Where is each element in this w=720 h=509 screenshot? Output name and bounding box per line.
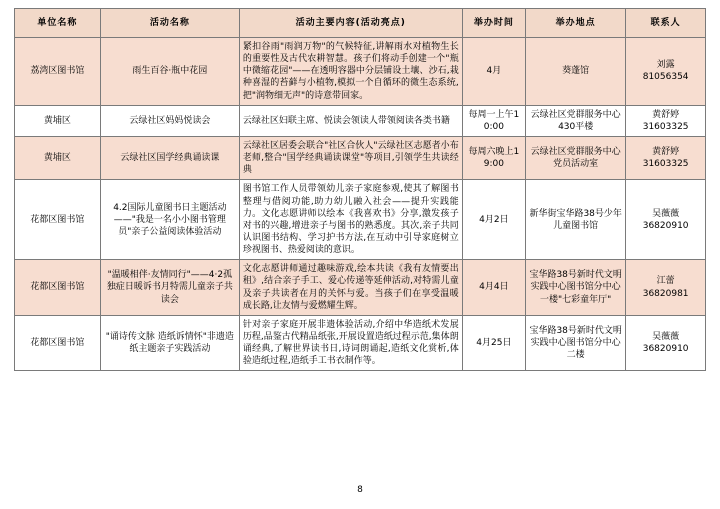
cell-activity-name: "诵诗传文脉 造纸诉情怀"非遗造纸主题亲子实践活动	[100, 315, 239, 371]
cell-contact	[626, 260, 706, 316]
cell-activity-desc: 针对亲子家庭开展非遗体验活动,介绍中华造纸术发展历程,品鉴古代精品纸张,开展设置造纸过程示范,集体朗诵经典,了解世界读书日,诗词朗诵起,造纸文化赏析,体验造纸过程,造纸手工书衣制作等。	[239, 315, 462, 371]
contact-name: 黄舒婷	[652, 109, 680, 120]
cell-activity-desc: 图书馆工作人员带领幼儿亲子家庭参观,使其了解图书整理与借阅功能,助力幼儿融入社会——提升实践能力。文化志愿讲师以绘本《我喜欢书》分享,激发孩子对书的兴趣,增进亲子与图书的熟悉度。其次,亲子共同认识图书结构、学习护书方法,在互动中引导家庭树立珍视图书、热爱阅读的意识。	[239, 180, 462, 260]
cell-place: 宝华路38号新时代文明实践中心图书馆分中心二楼	[526, 315, 626, 371]
cell-activity-name: 4.2国际儿童图书日主题活动——"我是一名小小图书管理员"亲子公益阅读体验活动	[100, 180, 239, 260]
contact-name: 黄舒婷	[652, 147, 680, 158]
cell-unit: 花都区图书馆	[15, 180, 101, 260]
table-row	[15, 180, 706, 260]
contact-phone: 31603325	[642, 159, 689, 170]
table-row	[15, 38, 706, 106]
table-row	[15, 315, 706, 371]
contact-name: 吴薇薇	[652, 208, 680, 219]
cell-time: 4月2日	[462, 180, 525, 260]
table-body	[15, 38, 706, 371]
cell-time: 每周六晚上19:00	[462, 136, 525, 179]
column-header-desc: 活动主要内容(活动亮点)	[239, 9, 462, 38]
cell-contact	[626, 38, 706, 106]
cell-activity-name: 云绿社区国学经典诵读课	[100, 136, 239, 179]
cell-place: 新华街宝华路38号少年儿童图书馆	[526, 180, 626, 260]
cell-activity-desc: 云绿社区妇联主席、悦读会领读人带领阅读各类书籍	[239, 105, 462, 136]
cell-time: 4月4日	[462, 260, 525, 316]
cell-activity-desc: 紧扣谷雨"雨润万物"的气候特征,讲解雨水对植物生长的重要性及古代农耕智慧。孩子们将动手创建一个"瓶中微缩花园"——在透明容器中分层铺设土壤、沙石,栽种喜湿的苔藓与小植物,模拟一个自循环的微生态系统,把"润物细无声"的诗意带回家。	[239, 38, 462, 106]
page-number: 8	[357, 485, 363, 495]
contact-phone: 81056354	[642, 72, 689, 83]
table-row	[15, 105, 706, 136]
cell-unit: 花都区图书馆	[15, 260, 101, 316]
contact-phone: 36820981	[642, 288, 689, 299]
cell-activity-name: 云绿社区妈妈悦读会	[100, 105, 239, 136]
cell-activity-name: 雨生百谷·瓶中花园	[100, 38, 239, 106]
cell-place: 宝华路38号新时代文明实践中心图书馆分中心一楼"七彩童年厅"	[526, 260, 626, 316]
column-header-name: 活动名称	[100, 9, 239, 38]
contact-phone: 36820910	[642, 344, 689, 355]
contact-name: 吴薇薇	[652, 331, 680, 342]
cell-activity-desc: 文化志愿讲师通过趣味游戏,绘本共读《我有友情要出租》,结合亲子手工、爱心传递等延伸活动,对特需儿童及亲子共读者在月的关怀与爱。当孩子们在享受温暖成长路,让友情与爱燃耀生辉。	[239, 260, 462, 316]
column-header-unit: 单位名称	[15, 9, 101, 38]
contact-phone: 31603325	[642, 121, 689, 132]
activity-schedule-table	[14, 8, 706, 371]
table-header	[15, 9, 706, 38]
cell-time: 4月	[462, 38, 525, 106]
table-row	[15, 260, 706, 316]
contact-name: 江蕾	[656, 276, 675, 287]
cell-contact	[626, 105, 706, 136]
cell-unit: 黄埔区	[15, 136, 101, 179]
cell-place: 葵蓬馆	[526, 38, 626, 106]
cell-activity-name: "温暖相伴·友情同行"——4·2孤独症日暖诉书月特需儿童亲子共读会	[100, 260, 239, 316]
cell-place: 云绿社区党群服务中心430平楼	[526, 105, 626, 136]
cell-unit: 花都区图书馆	[15, 315, 101, 371]
contact-phone: 36820910	[642, 220, 689, 231]
contact-name: 刘露	[656, 60, 675, 71]
cell-place: 云绿社区党群服务中心党员活动室	[526, 136, 626, 179]
cell-time: 每周一上午10:00	[462, 105, 525, 136]
cell-activity-desc: 云绿社区居委会联合"社区合伙人"云绿社区志愿者小布老师,整合"国学经典诵读课堂"等项目,引领学生共读经典	[239, 136, 462, 179]
table-row	[15, 136, 706, 179]
column-header-contact: 联系人	[626, 9, 706, 38]
cell-unit: 荔湾区图书馆	[15, 38, 101, 106]
cell-contact	[626, 180, 706, 260]
column-header-place: 举办地点	[526, 9, 626, 38]
table-header-row	[15, 9, 706, 38]
cell-time: 4月25日	[462, 315, 525, 371]
cell-contact	[626, 136, 706, 179]
column-header-time: 举办时间	[462, 9, 525, 38]
cell-contact	[626, 315, 706, 371]
cell-unit: 黄埔区	[15, 105, 101, 136]
